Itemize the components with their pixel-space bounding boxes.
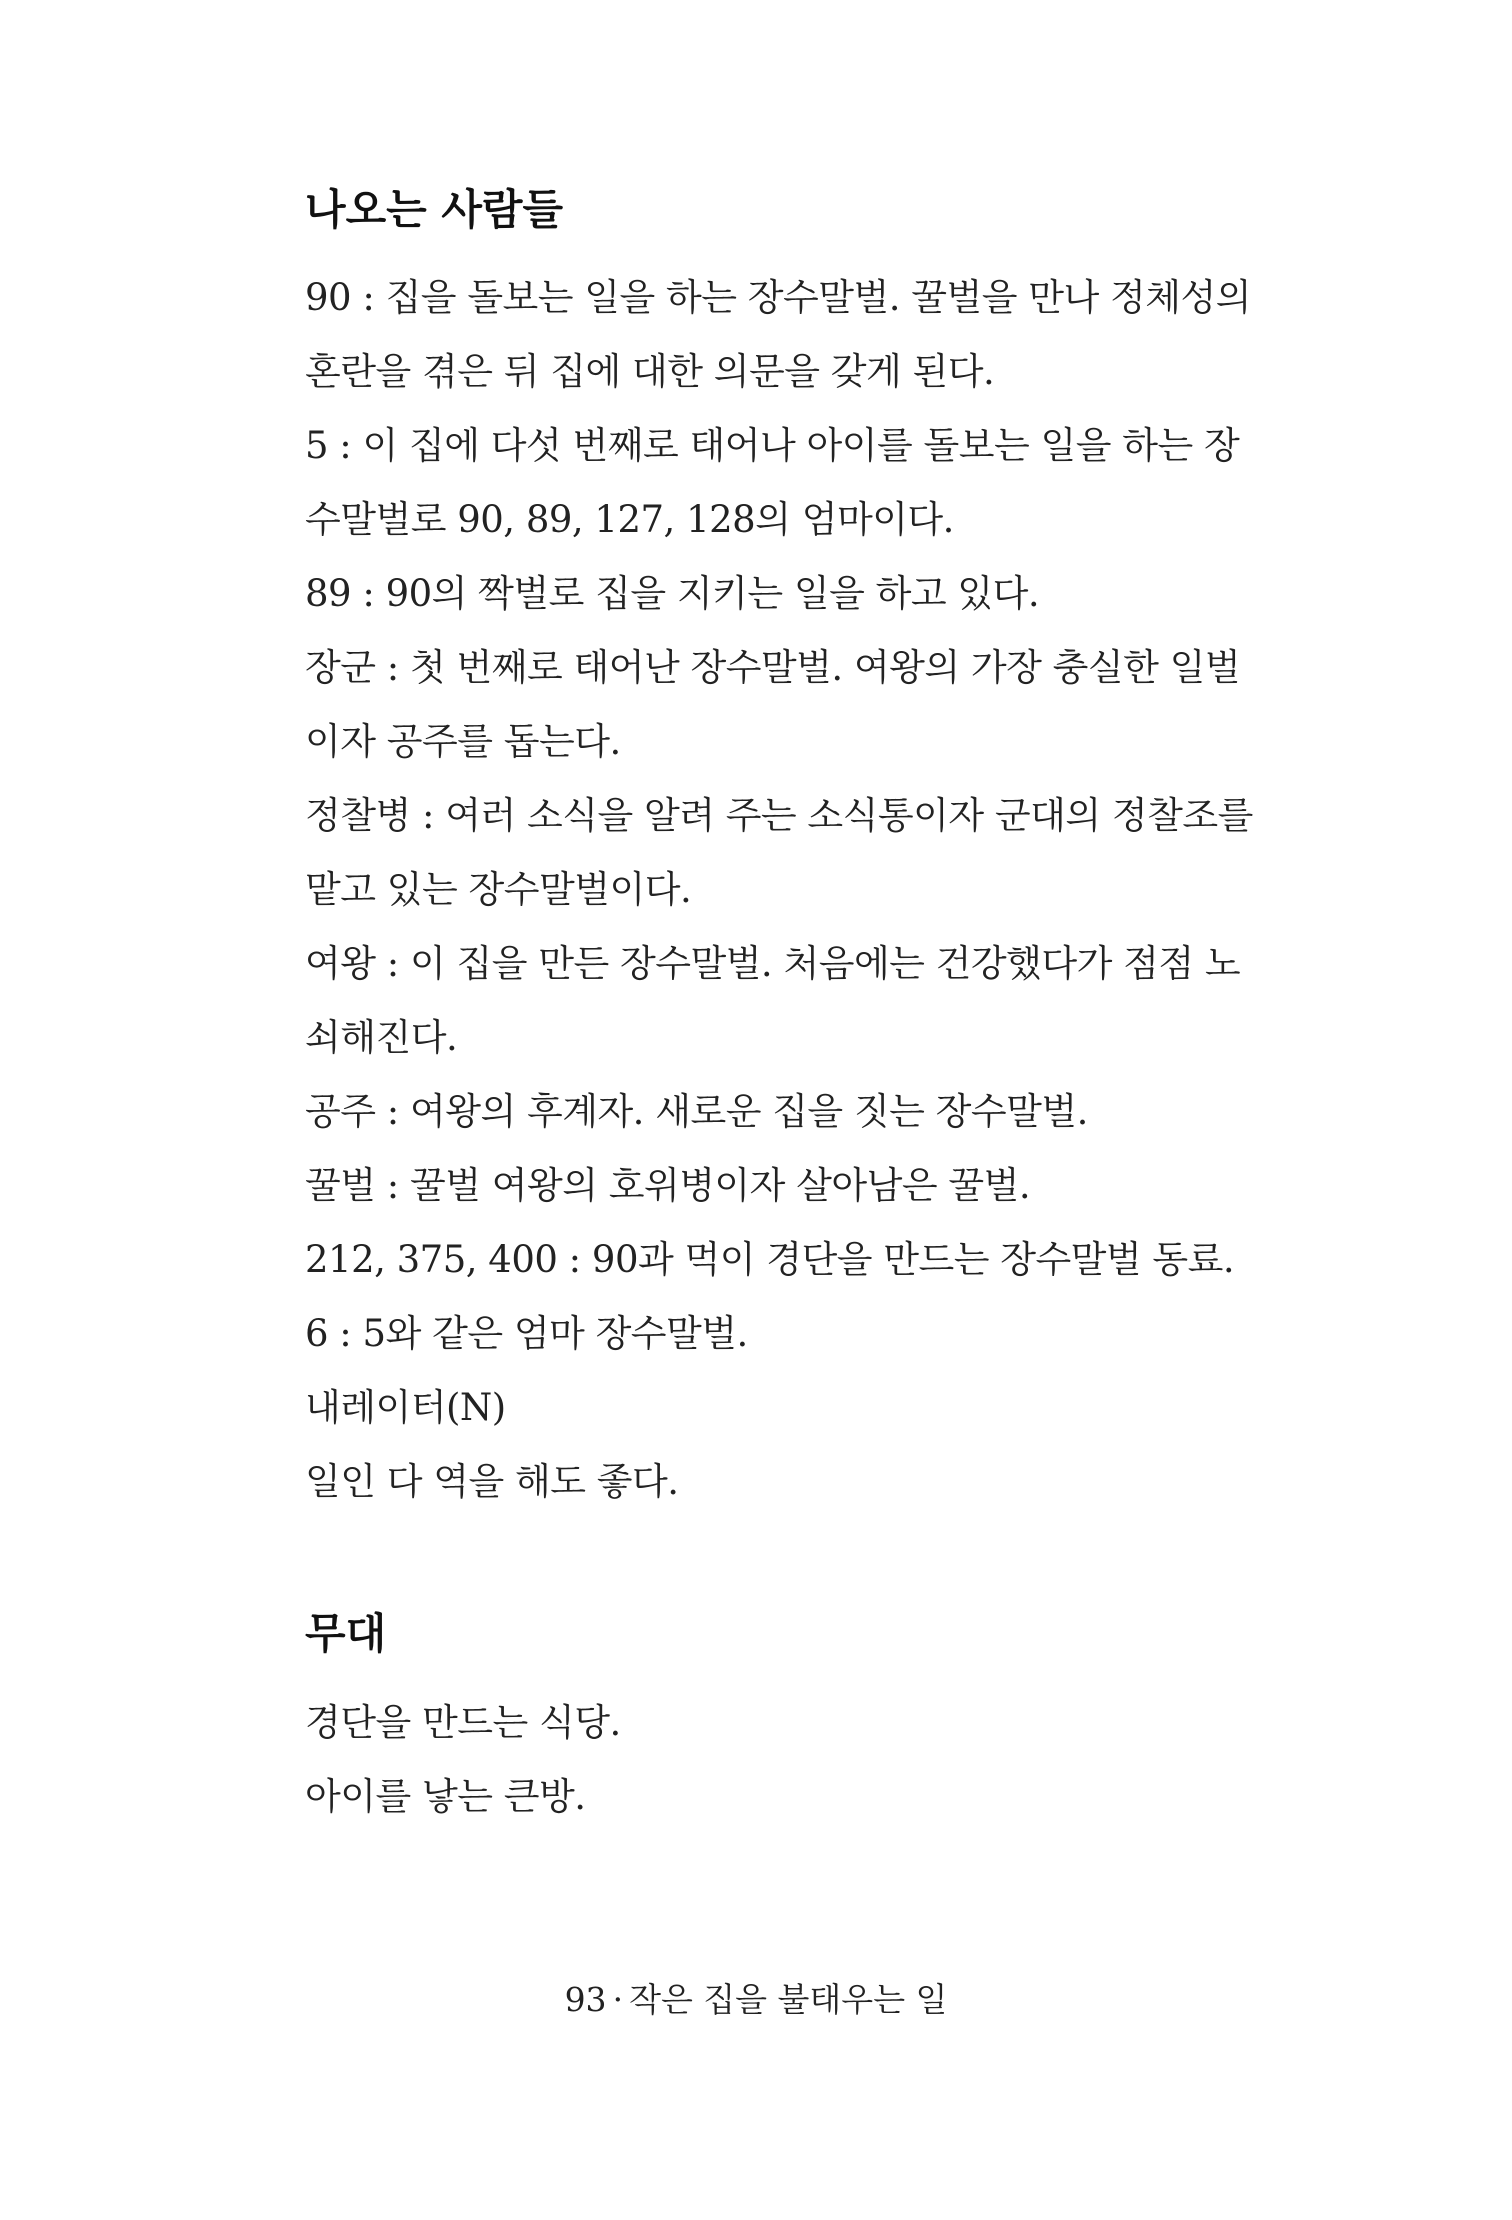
character-entry-scout: 정찰병 : 여러 소식을 알려 주는 소식통이자 군대의 정찰조를 맡고 있는 장수말벌이다. — [305, 794, 1253, 911]
page-number: 93 — [564, 1980, 607, 2019]
character-entry-coworkers: 212, 375, 400 : 90과 먹이 경단을 만드는 장수말벌 동료. — [305, 1238, 1235, 1281]
stage-entry-dining: 경단을 만드는 식당. — [305, 1701, 621, 1744]
footer-separator: · — [612, 1980, 624, 2019]
character-entry-6: 6 : 5와 같은 엄마 장수말벌. — [305, 1312, 748, 1355]
character-entry-90: 90 : 집을 돌보는 일을 하는 장수말벌. 꿀벌을 만나 정체성의 혼란을 겪은 뒤 집에 대한 의문을 갖게 된다. — [305, 276, 1251, 393]
stage-entry-birth-room: 아이를 낳는 큰방. — [305, 1775, 586, 1818]
stage-heading: 무대 — [305, 1609, 387, 1658]
characters-heading: 나오는 사람들 — [305, 185, 564, 234]
character-entry-honeybee: 꿀벌 : 꿀벌 여왕의 호위병이자 살아남은 꿀벌. — [305, 1164, 1031, 1207]
page-footer — [0, 1975, 1512, 2025]
running-title: 작은 집을 불태우는 일 — [629, 1980, 948, 2019]
character-entry-89: 89 : 90의 짝벌로 집을 지키는 일을 하고 있다. — [305, 572, 1040, 615]
character-entry-5: 5 : 이 집에 다섯 번째로 태어나 아이를 돌보는 일을 하는 장수말벌로 90, 89, 127, 128의 엄마이다. — [305, 424, 1240, 541]
characters-list — [305, 261, 1265, 1519]
character-entry-general: 장군 : 첫 번째로 태어난 장수말벌. 여왕의 가장 충실한 일벌이자 공주를 돕는다. — [305, 646, 1241, 763]
character-entry-narrator: 내레이터(N) — [305, 1386, 506, 1429]
character-entry-queen: 여왕 : 이 집을 만든 장수말벌. 처음에는 건강했다가 점점 노쇠해진다. — [305, 942, 1241, 1059]
casting-note: 일인 다 역을 해도 좋다. — [305, 1460, 679, 1503]
character-entry-princess: 공주 : 여왕의 후계자. 새로운 집을 짓는 장수말벌. — [305, 1090, 1088, 1133]
stage-list — [305, 1686, 1265, 1834]
